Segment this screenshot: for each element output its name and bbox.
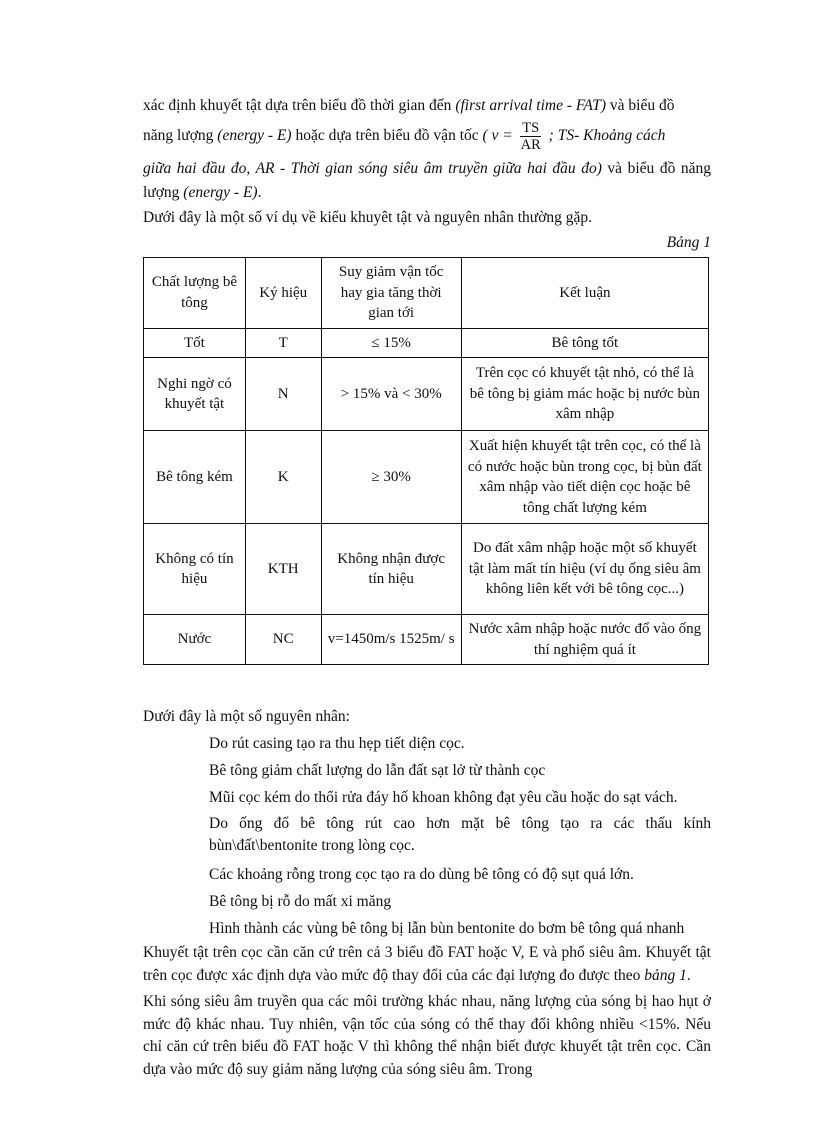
- table-cell: Tốt: [144, 328, 246, 358]
- cause-item: Mũi cọc kém do thổi rửa đáy hố khoan không đạt yêu cầu hoặc do sạt vách.: [209, 789, 678, 806]
- table-cell: Xuất hiện khuyết tật trên cọc, có thể là có nước hoặc bùn trong cọc, bị bùn đất xâm nhập vào tiết diện cọc hoặc bê tông chất lượng kém: [461, 431, 708, 524]
- paragraph-italic: bảng 1: [644, 966, 687, 984]
- table-row: [144, 431, 709, 524]
- defect-table: [143, 257, 709, 665]
- paragraph-energy: Khi sóng siêu âm truyền qua các môi trường khác nhau, năng lượng của sóng bị hao hụt ở mức độ khác nhau. Tuy nhiên, vận tốc của sóng có thể thay đổi không nhiều <15%. Nếu chỉ căn cứ trên biểu đồ FAT hoặc V thì không thể nhận biết được khuyết tật trên cọc. Cần dựa vào mức độ suy giảm năng lượng của sóng siêu âm. Trong: [143, 993, 711, 1078]
- table-cell: Bê tông kém: [144, 431, 246, 524]
- table-cell: > 15% và < 30%: [321, 358, 461, 431]
- table-cell: KTH: [245, 524, 321, 615]
- formula-rest: ; TS- Khoảng cách: [544, 127, 666, 145]
- cause-item: Do ống đổ bê tông rút cao hơn mặt bê tông tạo ra các thấu kính bùn\đất\bentonite trong lòng cọc.: [209, 815, 711, 854]
- table-cell: Không có tín hiệu: [144, 524, 246, 615]
- table-cell: ≥ 30%: [321, 431, 461, 524]
- cause-item: Bê tông giảm chất lượng do lẫn đất sạt lở từ thành cọc: [209, 762, 546, 779]
- table-row: [144, 524, 709, 615]
- table-cell: Nước: [144, 615, 246, 665]
- fraction-numerator: TS: [522, 120, 540, 137]
- intro-italic: (first arrival time - FAT): [455, 97, 607, 114]
- table-row: [144, 615, 709, 665]
- table-caption: Bảng 1: [666, 234, 711, 251]
- intro-text: .: [257, 184, 262, 201]
- table-cell: N: [245, 358, 321, 431]
- intro-line-2: [143, 119, 711, 153]
- header-cell: Ký hiệu: [245, 258, 321, 329]
- table-cell: Do đất xâm nhập hoặc một số khuyết tật làm mất tín hiệu (ví dụ ống siêu âm không liên kết với bê tông cọc...): [461, 524, 708, 615]
- causes-intro: Dưới đây là một số nguyên nhân:: [143, 708, 350, 725]
- table-cell: v=1450m/s 1525m/ s: [321, 615, 461, 665]
- intro-text: năng lượng: [143, 127, 218, 144]
- table-cell: Nước xâm nhập hoặc nước đổ vào ống thí nghiệm quá ít: [461, 615, 708, 665]
- cause-item: Các khoảng rỗng trong cọc tạo ra do dùng bê tông có độ sụt quá lớn.: [209, 866, 634, 883]
- intro-text: hoặc dựa trên biểu đồ vận tốc: [291, 127, 483, 144]
- header-cell: Chất lượng bê tông: [144, 258, 246, 329]
- table-row: [144, 358, 709, 431]
- paragraph-text: .: [686, 966, 691, 984]
- table-cell: Nghi ngờ có khuyết tật: [144, 358, 246, 431]
- velocity-formula: [483, 119, 666, 153]
- paragraph-defect-detection: [143, 942, 711, 987]
- intro-text: và biểu đồ: [606, 97, 675, 114]
- intro-line-1: [143, 92, 711, 119]
- document-page: [143, 92, 711, 1081]
- intro-line-5: Dưới đây là một số ví dụ về kiểu khuyêt tật và nguyên nhân thường gặp.: [143, 209, 593, 226]
- table-cell: NC: [245, 615, 321, 665]
- table-header-row: [144, 258, 709, 329]
- table-cell: ≤ 15%: [321, 328, 461, 358]
- header-cell: Suy giảm vận tốc hay gia tăng thời gian tới: [321, 258, 461, 329]
- table-row: [144, 328, 709, 358]
- table-cell: Không nhận được tín hiệu: [321, 524, 461, 615]
- table-cell: K: [245, 431, 321, 524]
- intro-italic: giữa hai đầu đo, AR - Thời gian sóng siêu âm truyền giữa hai đầu đo): [143, 160, 602, 177]
- intro-text: lượng: [143, 184, 184, 201]
- intro-italic: (energy - E): [217, 127, 292, 144]
- header-cell: Kết luận: [461, 258, 708, 329]
- intro-italic: (energy - E): [183, 184, 258, 201]
- formula-open: ( v =: [482, 127, 517, 145]
- fraction: [519, 120, 543, 153]
- paragraph-text: Khuyết tật trên cọc cần căn cứ trên cả 3 biểu đồ FAT hoặc V, E và phổ siêu âm. Khuyết tật trên cọc được xác định dựa vào mức độ thay đổi của các đại lượng đo được theo: [143, 944, 711, 984]
- fraction-denominator: AR: [520, 137, 541, 154]
- cause-item: Do rút casing tạo ra thu hẹp tiết diện cọc.: [209, 735, 465, 752]
- cause-item: Hình thành các vùng bê tông bị lẫn bùn bentonite do bơm bê tông quá nhanh: [209, 920, 685, 937]
- intro-line-3: [143, 157, 711, 205]
- intro-text: và biểu đồ năng: [601, 160, 711, 177]
- intro-text: xác định khuyết tật dựa trên biểu đồ thời gian đến: [143, 97, 456, 114]
- table-cell: T: [245, 328, 321, 358]
- cause-item: Bê tông bị rỗ do mất xi măng: [209, 893, 392, 910]
- table-cell: Trên cọc có khuyết tật nhỏ, có thể là bê tông bị giảm mác hoặc bị nước bùn xâm nhập: [461, 358, 708, 431]
- table-cell: Bê tông tốt: [461, 328, 708, 358]
